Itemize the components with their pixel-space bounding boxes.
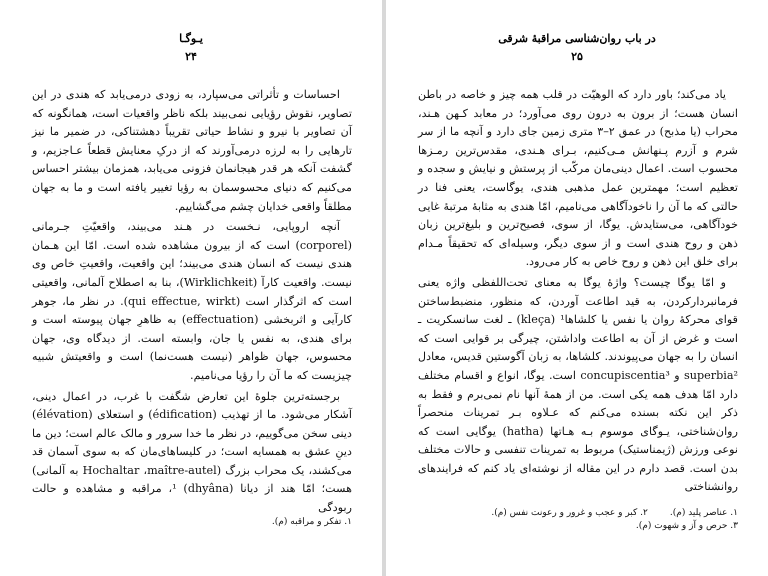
paragraph: یاد می‌کند؛ باور دارد که الوهیّت در قلب همه چیز و خاصه در باطن انسان هست؛ از برون به درون روی می‌آورد؛ در معابد کـهن هـند، محراب (یا مذبح) در عمق ۲–۳ متری زمین جای دارد و آنچه ما از سر شرم و آزرم پـنهانش مـی‌کنیم، بـرای هـندی، مقدس‌ترین رمـزها محسوب است. اعمال دینی‌مان مرکّب از پرستش و نیایش و سجده و تعظیم است؛ مهمترین عمل مذهبی هندی، یوگاست، یعنی فنا در حالتی که ما آن را ناخودآگاهی می‌نامیم، امّا هندی به مثابهٔ مرتبهٔ غایی خودآگاهی، می‌ستایدش. یوگا، از سوی، فصیح‌ترین و بلیغ‌ترین زبان ذهن و روح هندی است و از سوی دیگر، وسیله‌ای که تحقیقاً مـدام برای خلق این ذهن و روح خاص به کار می‌رود.: [418, 88, 739, 269]
paragraph: برجسته‌ترین جلوهٔ این تعارض شگفت با غرب، در اعمال دینی، آشکار می‌شود. ما از تهذیب (édification) و استعلای (élévation) دینی سخن می‌گوییم، در نظر ما خدا سرور و مالک عالم است؛ دین ما دینِ عشق به همسایه است؛ در کلیساهای‌مان که به سوی آسمان قد می‌کشند، یک محراب بزرگ (Hochaltar ،maître-autel به آلمانی) هست؛ امّا هند از دیانا (dhyâna) ¹، مراقبه و مشاهده و حالت ربودگی: [32, 389, 353, 515]
page-body: [32, 86, 352, 518]
footnote: ۳. حرص و آز و شهوت (م).: [635, 521, 738, 531]
running-header: در باب روان‌شناسی مراقبهٔ شرقی: [498, 32, 656, 45]
page-body: [418, 86, 738, 497]
footnote: ۲. کبر و عجب و غرور و رعونت نفس (م).: [491, 508, 648, 518]
paragraph: احساسات و تأثراتی می‌سپارد، به زودی درمی‌یابد که هندی در این تصاویر، نقوش رؤیایی نمی‌بیند بلکه ناظر واقعیات است، همانگونه که آن تصاویر با نیرو و نشاط حیاتی تقریباً دهشتناکی، در ضمیر ما نیز تارهایی را به لرزه درمی‌آورند که از درکِ معنایش قطعاً عـاجزیم، و گشفت آنکه هر قدر هیجانمان فزونی می‌یابد، همزمان بیشتر احساس می‌کنیم که دنیای محسوسمان به رؤیا تغییر یافته است و ما به جهان مطلقاً واقعی خدایان چشم می‌گشاییم.: [32, 88, 352, 213]
page-number: ۲۵: [571, 50, 583, 63]
running-header: یـوگـا: [179, 32, 203, 45]
footnotes: [418, 507, 738, 533]
page-number: ۲۴: [185, 50, 197, 63]
footnote: ۱. عناصر پلید (م).: [669, 508, 738, 518]
footnotes: [32, 516, 352, 529]
paragraph: و امّا یوگا چیست؟ واژهٔ یوگا به معنای تحت‌اللفظی واژه یعنی فرمانبردارکردن، به قید اطاعت آوردن، که منظور، منضبط‌ساختن قوای محرکهٔ روان یا نفس یا کلشاها¹ (kleça) ـ لغت سانسکریت ـ است و غرض از آن به اطاعت واداشتن، چیرگی بر قوایی است که انسان را به جهان می‌پیوندند. کلشاها، به زبان آگوستین قدیس، معادل superbia² و concupiscentia³ است. یوگا، انواع و اقسام مختلف دارد امّا هدف همه یکی است. من از همهٔ آنها نام نمی‌برم و فقط به ذکر این نکته بسنده می‌کنم که عـلاوه بـر تمرینات منحصراً روان‌شناختی، یـوگای موسوم بـه هـاتها (hatha) یوگایی است که نوعی ورزش (ژیمناستیک) مربوط به تمرینات تنفسی و حالات مختلف بدن است. قصد دارم در این مقاله از نوشته‌ای یاد کنم که فرایندهای روانشناختی: [418, 275, 739, 494]
footnote: ۱. تفکر و مراقبه (م).: [271, 517, 352, 527]
paragraph: آنچه اروپایی، نـخست در هـند می‌بیند، واقعیّتِ جـرمانی (corporel) است که از بیرون مشاهده شده است. امّا این هـمان هندی نیست که انسان هندی می‌بیند؛ این واقعیت، واقعیتِ خاص وی نیست. واقعیت کارآ (Wirklichkeit)، بنا به اصطلاح آلمانی، واقعیتی است که اثرگذار است (qui effectue, wirkt). در نظر ما، جوهر کارآیی و اثربخشی (effectuation) به ظاهرِ جهان پیوسته است و برای هندی، به نفس یا جان، وابسته است. از دیدگاه وی، جهان محسوس، جهان ظواهر (نیست هست‌نما) است و واقعیتش شبیه چیزیست که ما آن را رؤیا می‌نامیم.: [32, 220, 353, 382]
left-page: [0, 0, 382, 576]
footnote-row: [418, 507, 738, 520]
right-page: [386, 0, 768, 576]
